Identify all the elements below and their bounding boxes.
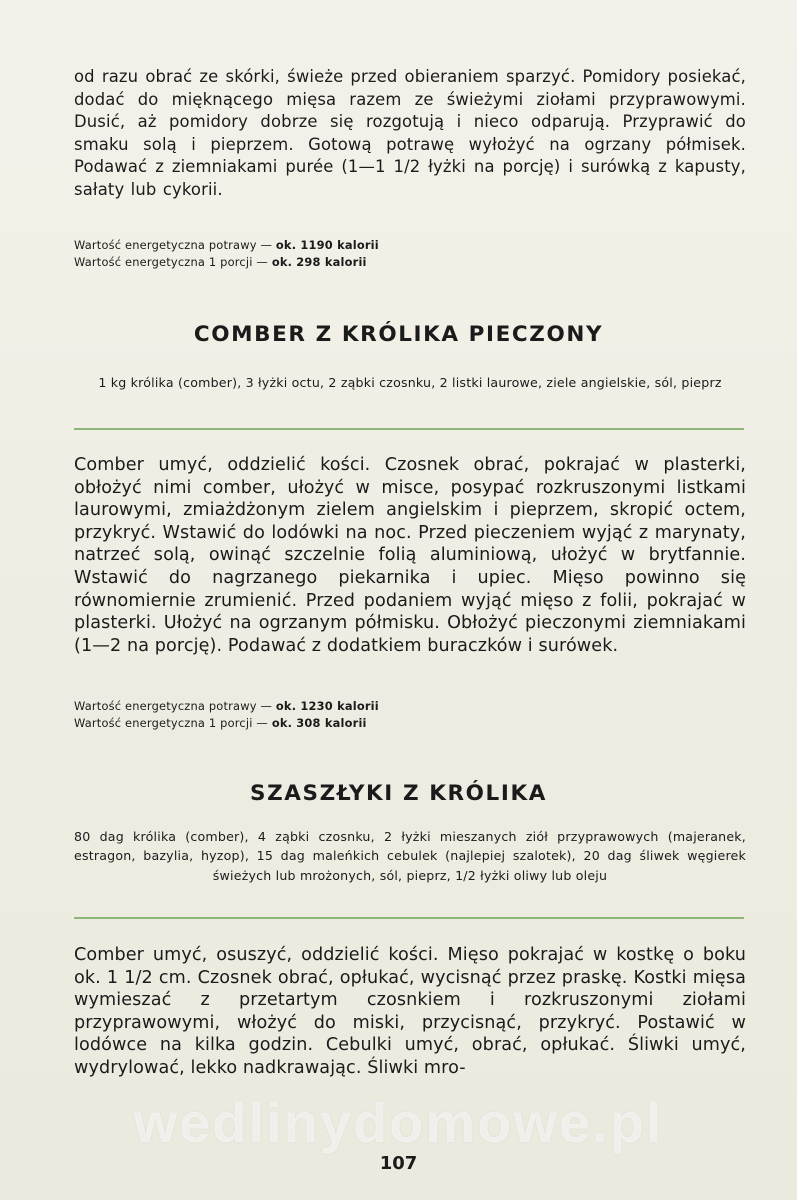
energy-dish-line bbox=[74, 237, 379, 254]
divider-rule bbox=[74, 428, 744, 430]
method-szaszlyki: Comber umyć, osuszyć, oddzielić kości. Mięso pokrajać w kostkę o boku ok. 1 1/2 cm. Czosnek obrać, opłukać, wycisnąć przez praskę. Kostki mięsa wymieszać z przetartym czosnkiem i rozkruszonymi ziołami przyprawowymi, włożyć do miski, przycisnąć, przykryć. Postawić w lodówce na kilka godzin. Cebulki umyć, obrać, opłukać. Śliwki umyć, wydrylować, lekko nadkrawając. Śliwki mro- bbox=[74, 945, 746, 1078]
energy-dish-line bbox=[74, 698, 379, 715]
ingredients-szaszlyki: 80 dag królika (comber), 4 ząbki czosnku, 2 łyżki mieszanych ziół przyprawowych (majeranek, estragon, bazylia, hyzop), 15 dag malеńkich cebulek (najlepiej szalotek), 20 dag śliwek węgierek świeżych lub mrożonych, sól, pieprz, 1/2 łyżki oliwy lub oleju bbox=[74, 829, 746, 883]
energy-dish-value: ok. 1230 kalorii bbox=[275, 699, 379, 713]
energy-info-1 bbox=[74, 237, 379, 271]
ingredients-comber: 1 kg królika (comber), 3 łyżki octu, 2 ząbki czosnku, 2 listki laurowe, ziele angielskie, sól, pieprz bbox=[98, 375, 722, 390]
energy-portion-line bbox=[74, 715, 379, 732]
energy-portion-label: Wartość energetyczna 1 porcji — bbox=[74, 716, 272, 730]
energy-portion-value: ok. 308 kalorii bbox=[271, 716, 367, 730]
recipe-title-szaszlyki: SZASZŁYKI Z KRÓLIKA bbox=[250, 781, 547, 806]
energy-dish-label: Wartość energetyczna potrawy — bbox=[74, 238, 276, 252]
recipe-title-comber: COMBER Z KRÓLIKA PIECZONY bbox=[193, 322, 604, 347]
energy-portion-label: Wartość energetyczna 1 porcji — bbox=[74, 255, 272, 269]
energy-dish-value: ok. 1190 kalorii bbox=[275, 238, 379, 252]
method-comber: Comber umyć, oddzielić kości. Czosnek obrać, pokrajać w plasterki, obłożyć nimi comber, ułożyć w misce, posypać rozkruszonymi listkami laurowymi, zmiażdżonym zielem angielskim i pieprzem, skropić octem, przykryć. Wstawić do lodówki na noc. Przed pieczeniem wyjąć z marynaty, natrzeć solą, owinąć szczelnie folią aluminiową, ułożyć w brytfannie. Wstawić do nagrzanego piekarnika i upiec. Mięso powinno się równomiernie zrumienić. Przed podaniem wyjąć mięso z folii, pokrajać w plasterki. Ułożyć na ogrzanym półmisku. Obłożyć pieczonymi ziemniakami (1—2 na porcję). Podawać z dodatkiem buraczków i surówek. bbox=[74, 455, 746, 656]
intro-paragraph: od razu obrać ze skórki, świeże przed obieraniem sparzyć. Pomidory posiekać, dodać do mięknącego mięsa razem ze świeżymi ziołami przyprawowymi. Dusić, aż pomidory dobrze się rozgotują i nieco odparują. Przyprawić do smaku solą i pieprzem. Gotową potrawę wyłożyć na ogrzany półmisek. Podawać z ziemniakami purée (1—1 1/2 łyżki na porcję) i surówką z kapusty, sałaty lub cykorii. bbox=[74, 67, 746, 199]
energy-dish-label: Wartość energetyczna potrawy — bbox=[74, 699, 276, 713]
watermark: wedlinydomowe.pl bbox=[133, 1091, 664, 1154]
energy-info-2 bbox=[74, 698, 379, 732]
divider-rule bbox=[74, 917, 744, 919]
energy-portion-value: ok. 298 kalorii bbox=[271, 255, 367, 269]
energy-portion-line bbox=[74, 254, 379, 271]
page-number: 107 bbox=[379, 1153, 418, 1174]
